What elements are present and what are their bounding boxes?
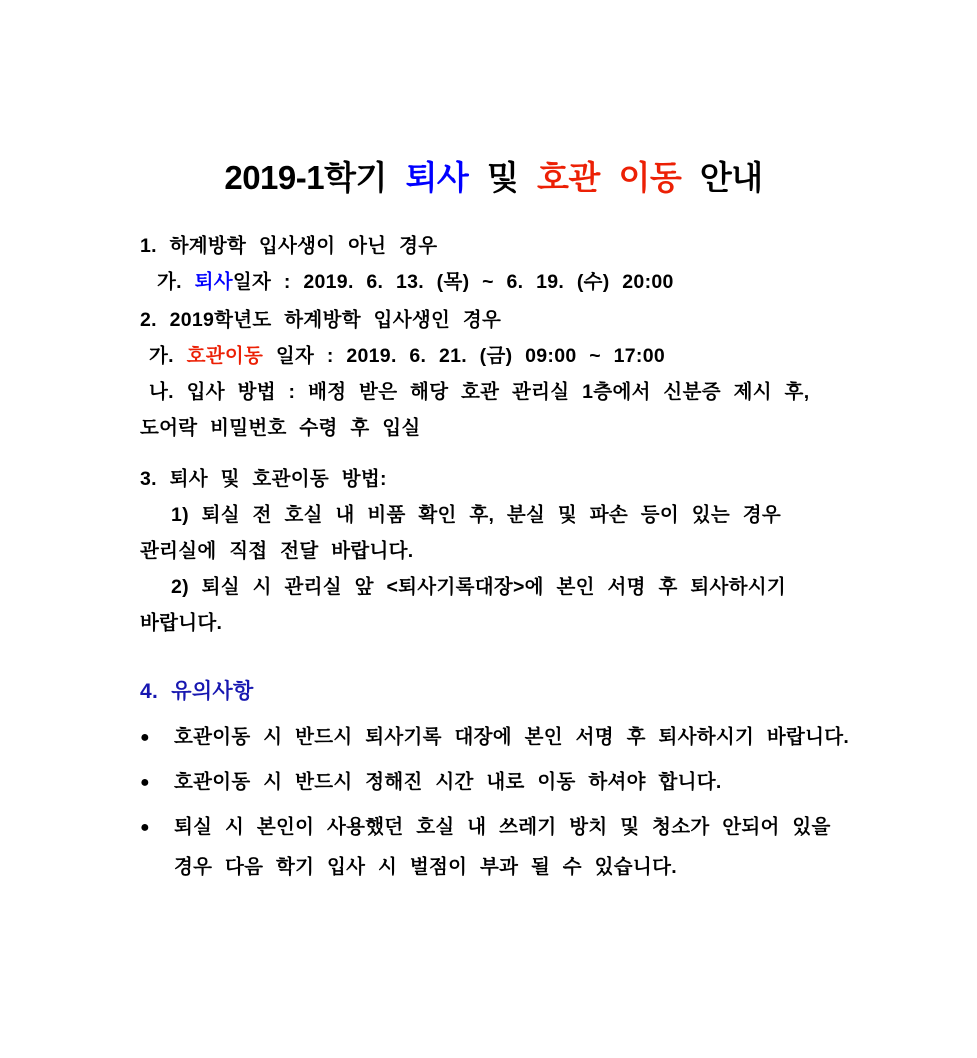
notice-bullet-2 (140, 770, 847, 795)
section3-item-2-continuation: 바랍니다. (140, 612, 223, 634)
section4-heading: 4. 유의사항 (140, 680, 254, 703)
title-text-2: 및 (468, 159, 538, 196)
notice-bullet-3 (140, 815, 847, 840)
title-text-1: 2019-1학기 (224, 159, 406, 196)
section1-item-ga (140, 270, 847, 294)
move-out-date-text: 일자 : 2019. 6. 13. (목) ~ 6. 19. (수) 20:00 (232, 271, 674, 293)
bullet-text: 호관이동 시 반드시 정해진 시간 내로 이동 하셔야 합니다. (174, 771, 722, 793)
building-move-highlight: 호관이동 (186, 345, 264, 367)
section2-item-na-continuation: 도어락 비밀번호 수령 후 입실 (140, 417, 421, 439)
notice-bullet-3-continuation: 경우 다음 학기 입사 시 벌점이 부과 될 수 있습니다. (174, 856, 677, 878)
section3-item-1: 1) 퇴실 전 호실 내 비품 확인 후, 분실 및 파손 등이 있는 경우 (171, 504, 782, 526)
item-label: 가. (157, 271, 195, 293)
title-text-3: 안내 (681, 159, 763, 196)
notice-bullet-1 (140, 725, 850, 750)
section3-item-1-continuation: 관리실에 직접 전달 바랍니다. (140, 540, 414, 562)
bullet-dot-icon: ● (140, 819, 150, 836)
section2-item-na: 나. 입사 방법 : 배정 받은 해당 호관 관리실 1층에서 신분증 제시 후, (149, 381, 810, 403)
section2-heading: 2. 2019학년도 하계방학 입사생인 경우 (140, 309, 502, 331)
move-out-highlight: 퇴사 (194, 271, 233, 293)
bullet-dot-icon: ● (140, 774, 150, 791)
section3-item-2: 2) 퇴실 시 관리실 앞 <퇴사기록대장>에 본인 서명 후 퇴사하시기 (171, 576, 787, 598)
bullet-text: 퇴실 시 본인이 사용했던 호실 내 쓰레기 방치 및 청소가 안되어 있을 (174, 816, 831, 838)
section2-item-ga (140, 344, 847, 368)
title-highlight-blue: 퇴사 (405, 159, 469, 196)
page-title (130, 158, 857, 198)
section3-heading: 3. 퇴사 및 호관이동 방법: (140, 468, 387, 490)
section1-heading: 1. 하계방학 입사생이 아닌 경우 (140, 235, 438, 257)
title-highlight-red: 호관 이동 (537, 159, 682, 196)
building-move-date-text: 일자 : 2019. 6. 21. (금) 09:00 ~ 17:00 (263, 345, 665, 367)
bullet-text: 호관이동 시 반드시 퇴사기록 대장에 본인 서명 후 퇴사하시기 바랍니다. (174, 726, 850, 748)
bullet-dot-icon: ● (140, 729, 150, 746)
item-label: 가. (149, 345, 187, 367)
